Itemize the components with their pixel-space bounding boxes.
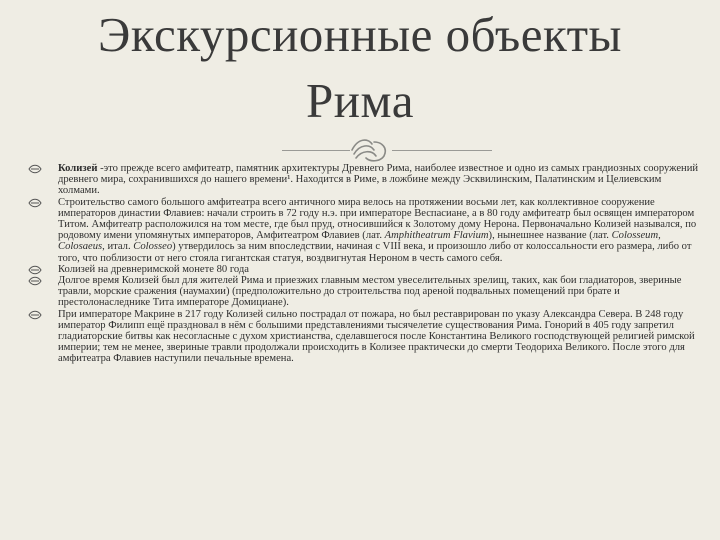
leaf-bullet-icon	[28, 198, 42, 208]
title-divider-left	[282, 150, 350, 151]
italian-name: Colosseo	[133, 241, 173, 253]
term-colosseum: Колизей	[58, 163, 98, 174]
list-item	[28, 264, 700, 275]
paragraph-text: , итал.	[102, 241, 134, 253]
leaf-bullet-icon	[28, 265, 42, 275]
latin-name: Amphitheatrum Flavium	[384, 230, 489, 242]
ornament-icon	[348, 134, 392, 166]
paragraph-text: При императоре Макрине в 217 году Колизей сильно пострадал от пожара, но был реставрирован по указу Александра Севера. В 248 году император Филипп ещё праздновал в нём с большими представлениями тысячелетие существования Рима. Гонорий в 405 году запретил гладиаторские битвы как несогласные с духом христианства, сделавшегося после Константина Великого господствующей религией римской империи; тем не менее, звериные травли продолжали происходить в Колизее практически до смерти Теодориха Великого. После этого для амфитеатра Флавиев наступили печальные времена.	[58, 308, 695, 365]
paragraph-text: ), нынешнее название (лат.	[488, 230, 612, 242]
paragraph-text: Долгое время Колизей был для жителей Рима и приезжих главным местом увеселительных зрелищ, таких, как бои гладиаторов, звериные травли, морские сражения (наумахии) (предположительно до строительства под ареной подвальных помещений при брате и престолонаследнике Тита императоре Домициане).	[58, 275, 682, 309]
paragraph-text: ) утвердилось за ним впоследствии, начиная с VIII века, и произошло либо от колоссальности его размера, либо от того, что поблизости от него стояла гигантская статуя, воздвигнутая Нероном в честь самого себя.	[58, 241, 692, 264]
paragraph-text: Колизей на древнеримской монете 80 года	[58, 263, 249, 275]
list-item	[28, 275, 700, 309]
leaf-bullet-icon	[28, 310, 42, 320]
leaf-bullet-icon	[28, 164, 42, 174]
list-item	[28, 197, 700, 264]
leaf-bullet-icon	[28, 276, 42, 286]
paragraph-text: -это прежде всего амфитеатр, памятник архитектуры Древнего Рима, наиболее известное и одно из самых грандиозных сооружений древнего мира, сохранившихся до нашего времени¹. Находится в Риме, в ложбине между Эсквилинским, Палатинским и Целиевским холмами.	[58, 163, 699, 197]
latin-name: Colosseum, Colosaeus	[58, 230, 661, 253]
list-item	[28, 309, 700, 365]
title-divider-right	[392, 150, 492, 151]
slide-title: Экскурсионные объекты Рима	[98, 7, 622, 128]
list-item	[28, 163, 700, 197]
paragraph-text: Строительство самого большого амфитеатра всего античного мира велось на протяжении восьми лет, как коллективное сооружение императоров династии Флавиев: начали строить в 72 году н.э. при императоре Веспасиане, а в 80 году амфитеатр был освящен императором Титом. Амфитеатр расположился на том месте, где был пруд, относившийся к Золотому дому Нерона. Первоначально Колизей назывался, по родовому имени упомянутых императоров, Амфитеатром Флавиев (лат.	[58, 196, 697, 242]
bullet-list	[28, 163, 700, 365]
